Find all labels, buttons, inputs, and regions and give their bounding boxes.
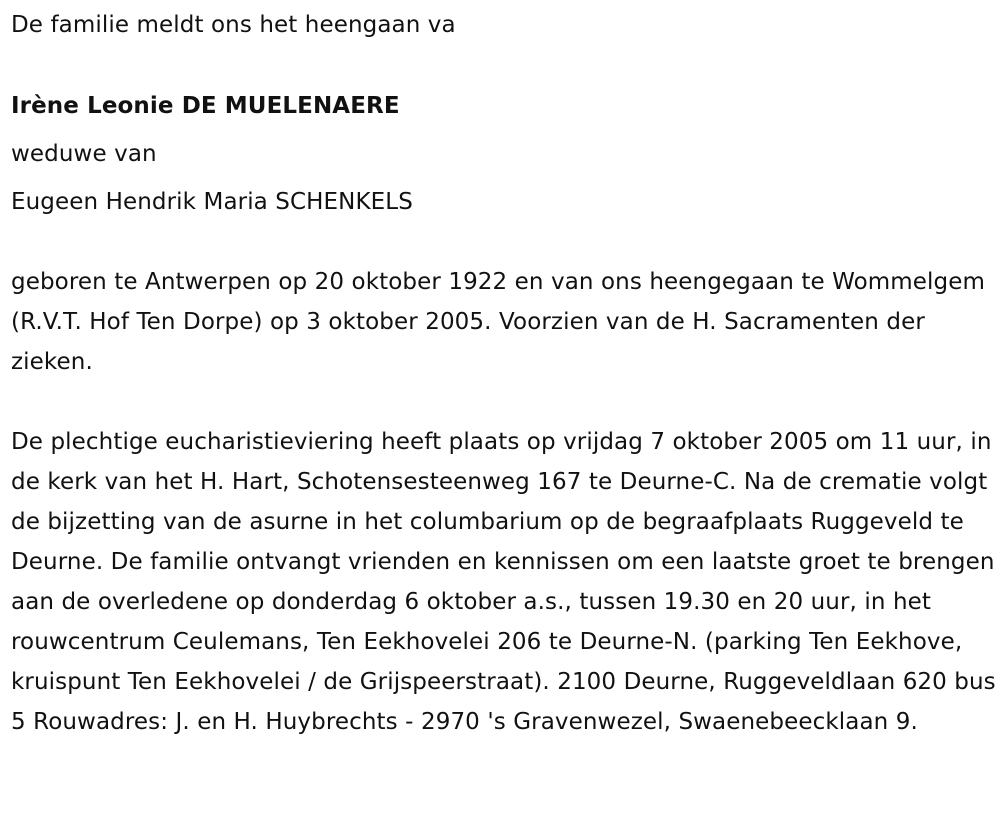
relation-line: weduwe van: [11, 141, 157, 167]
birth-death-paragraph: geboren te Antwerpen op 20 oktober 1922 en van ons heengegaan te Wommelgem (R.V.T. Hof Ten Dorpe) op 3 oktober 2005. Voorzien van de H. Sacramenten der zieken.: [11, 269, 985, 375]
intro-line: De familie meldt ons het heengaan va: [11, 12, 456, 38]
ceremony-paragraph: De plechtige eucharistieviering heeft plaats op vrijdag 7 oktober 2005 om 11 uur, in de kerk van het H. Hart, Schotensesteenweg 167 te Deurne-C. Na de crematie volgt de bijzetting van de asurne in het columbarium op de begraafplaats Ruggeveld te Deurne. De familie ontvangt vrienden en kennissen om een laatste groet te brengen aan de overledene op donderdag 6 oktober a.s., tussen 19.30 en 20 uur, in het rouwcentrum Ceulemans, Ten Eekhovelei 206 te Deurne-N. (parking Ten Eekhove, kruispunt Ten Eekhovelei / de Grijspeerstraat). 2100 Deurne, Ruggeveldlaan 620 bus 5 Rouwadres: J. en H. Huybrechts - 2970 's Gravenwezel, Swaenebeecklaan 9.: [11, 429, 996, 735]
spouse-name: Eugeen Hendrik Maria SCHENKELS: [11, 189, 413, 215]
deceased-name: Irène Leonie DE MUELENAERE: [11, 93, 400, 119]
